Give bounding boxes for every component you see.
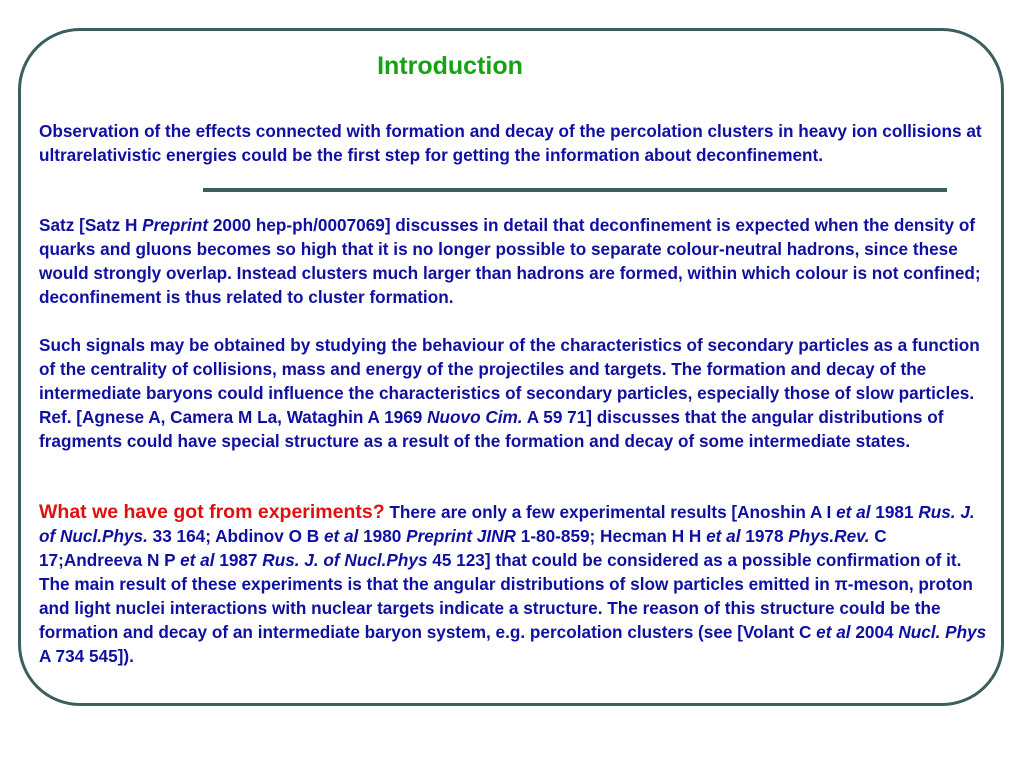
text-run: 1981 <box>870 502 919 522</box>
text-run: Such signals may be obtained by studying the behaviour of the characteristics of secondary particles as a function of the centrality of collisions, mass and energy of the projectiles and targets. The formation and decay of the intermediate baryons could influence the characteristics of secondary particles, especially those of slow particles. Ref. [Agnese A, Camera M La, Wataghin A 1969 <box>39 335 980 427</box>
text-run: 1980 <box>358 526 407 546</box>
text-run-italic: Preprint JINR <box>406 526 516 546</box>
text-run: 1978 <box>740 526 789 546</box>
text-run: There are only a few experimental results [Anoshin A I <box>384 502 837 522</box>
text-run-italic: Phys.Rev. <box>788 526 870 546</box>
text-run-italic: Nucl. Phys <box>898 622 987 642</box>
paragraph-satz <box>39 213 994 309</box>
text-run-italic: Rus. J. of Nucl.Phys <box>262 550 428 570</box>
paragraph-signals <box>39 333 994 453</box>
paragraph-deconfinement: Observation of the effects connected with formation and decay of the percolation clusters in heavy ion collisions at ultrarelativistic energies could be the first step for getting the information about deconfinement. <box>39 121 982 165</box>
paragraph-experiments <box>39 500 994 668</box>
slide-title: Introduction <box>377 52 523 80</box>
text-run-italic: et al <box>816 622 851 642</box>
text-run: Satz [Satz H <box>39 215 143 235</box>
pi-symbol: π <box>834 574 848 594</box>
divider-line <box>203 188 947 192</box>
text-run-italic: et al <box>836 502 871 522</box>
text-run: 33 164; Abdinov O B <box>147 526 324 546</box>
text-run: 2004 <box>850 622 899 642</box>
text-run: C 17;Andreeva N P <box>39 526 887 570</box>
text-run: A 59 71] discusses that the angular distributions of fragments could have special structure as a result of the formation and decay of some intermediate states. <box>39 407 944 451</box>
text-run: 1-80-859; Hecman H H <box>515 526 707 546</box>
text-run: -meson, proton and light nuclei interactions with nuclear targets indicate a structure. The reason of this structure could be the formation and decay of an intermediate baryon system, e.g. percolation clusters (see [Volant C <box>39 574 973 642</box>
text-run: 45 123] that could be considered as a possible confirmation of it. The main result of these experiments is that the angular distributions of slow particles emitted in <box>39 550 962 594</box>
text-run: 2000 hep-ph/0007069] discusses in detail that deconfinement is expected when the density of quarks and gluons becomes so high that it is no longer possible to separate colour-neutral hadrons, since these would strongly overlap. Instead clusters much larger than hadrons are formed, within which colour is not confined; deconfinement is thus related to cluster formation. <box>39 215 981 307</box>
text-run-italic: Rus. J. of Nucl.Phys. <box>39 502 975 546</box>
text-run: 1987 <box>214 550 263 570</box>
text-run: A 734 545]). <box>39 646 134 666</box>
text-run-italic: et al <box>706 526 741 546</box>
text-run-italic: et al <box>323 526 359 546</box>
text-run-italic: Nuovo Cim. <box>427 407 523 427</box>
text-run-italic: et al <box>180 550 215 570</box>
text-run-italic: Preprint <box>142 215 209 235</box>
experiments-question: What we have got from experiments? <box>39 501 385 523</box>
